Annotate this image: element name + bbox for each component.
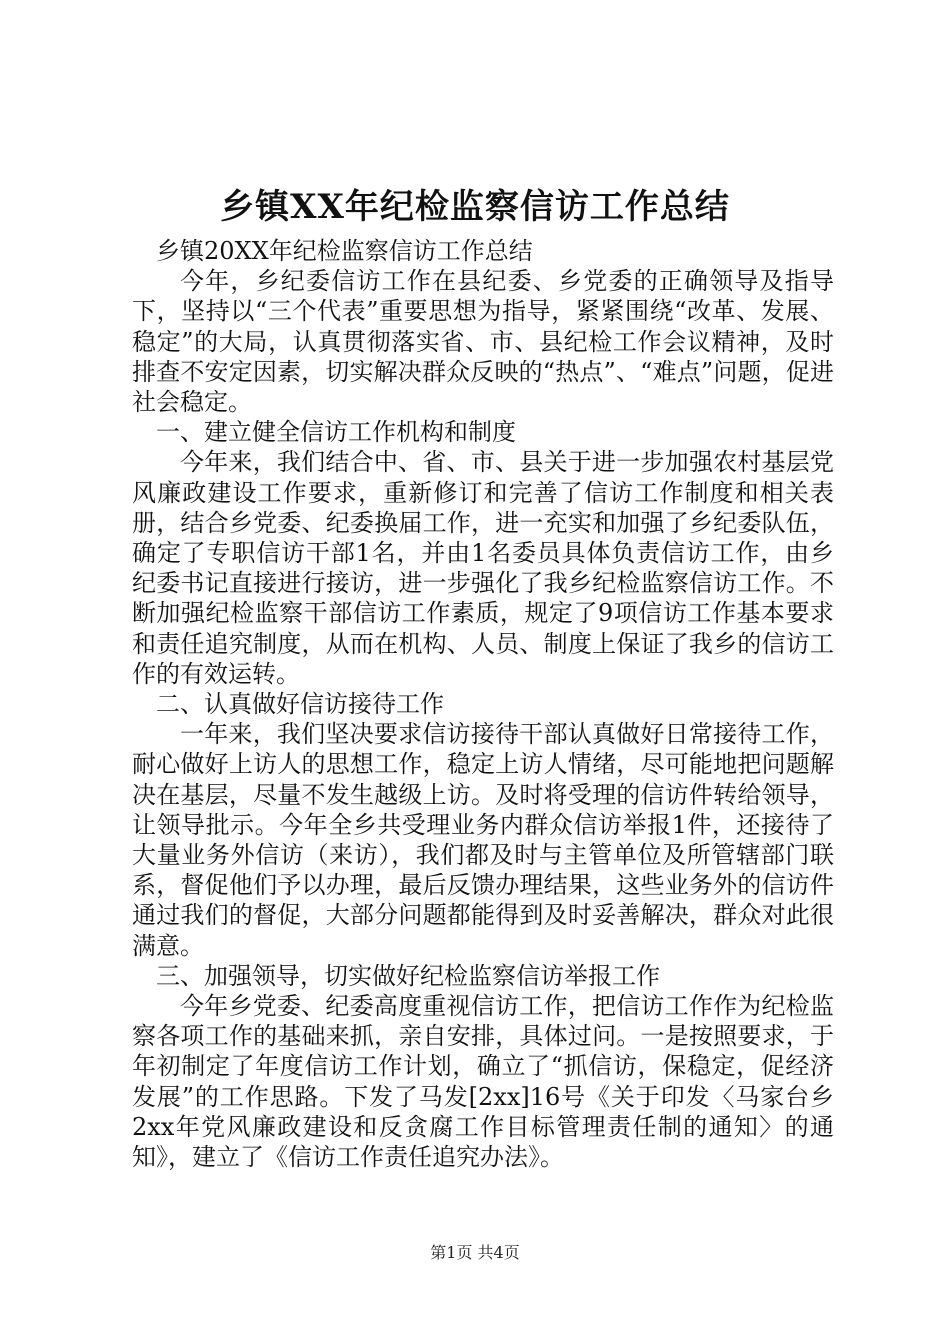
section-heading-3: 三、加强领导，切实做好纪检监察信访举报工作 (156, 961, 660, 990)
section-heading-2: 二、认真做好信访接待工作 (156, 690, 444, 719)
document-subtitle: 乡镇20XX年纪检监察信访工作总结 (156, 237, 533, 265)
page-footer: 第1页 共4页 (430, 1243, 520, 1262)
paragraph-section-1: 今年来，我们结合中、省、市、县关于进一步加强农村基层党风廉政建设工作要求，重新修订和完善了信访工作制度和相关表册，结合乡党委、纪委换届工作，进一充实和加强了乡纪委队伍，确定了专职信访干部1名，并由1名委员具体负责信访工作，由乡纪委书记直接进行接访，进一步强化了我乡纪检监察信访工作。不断加强纪检监察干部信访工作素质，规定了9项信访工作基本要求和责任追究制度，从而在机构、人员、制度上保证了我乡的信访工作的有效运转。 (132, 448, 834, 688)
paragraph-section-3: 今年乡党委、纪委高度重视信访工作，把信访工作作为纪检监察各项工作的基础来抓，亲自安排，具体过问。一是按照要求，于年初制定了年度信访工作计划，确立了“抓信访，保稳定，促经济发展”的工作思路。下发了马发[2xx]16号《关于印发〈马家台乡2xx年党风廉政建设和反贪腐工作目标管理责任制的通知〉的通知》，建立了《信访工作责任追究办法》。 (132, 992, 834, 1172)
document-body (132, 236, 834, 1172)
section-heading-1: 一、建立健全信访工作机构和制度 (156, 418, 516, 447)
paragraph-section-2: 一年来，我们坚决要求信访接待干部认真做好日常接待工作，耐心做好上访人的思想工作，稳定上访人情绪，尽可能地把问题解决在基层，尽量不发生越级上访。及时将受理的信访件转给领导，让领导批示。今年全乡共受理业务内群众信访举报1件，还接待了大量业务外信访（来访），我们都及时与主管单位及所管辖部门联系，督促他们予以办理，最后反馈办理结果，这些业务外的信访件通过我们的督促，大部分问题都能得到及时妥善解决，群众对此很满意。 (132, 720, 834, 960)
document-title: 乡镇XX年纪检监察信访工作总结 (220, 187, 730, 227)
paragraph-intro: 今年，乡纪委信访工作在县纪委、乡党委的正确领导及指导下，坚持以“三个代表”重要思想为指导，紧紧围绕“改革、发展、稳定”的大局，认真贯彻落实省、市、县纪检工作会议精神，及时排查不安定因素，切实解决群众反映的“热点”、“难点”问题，促进社会稳定。 (132, 267, 834, 417)
